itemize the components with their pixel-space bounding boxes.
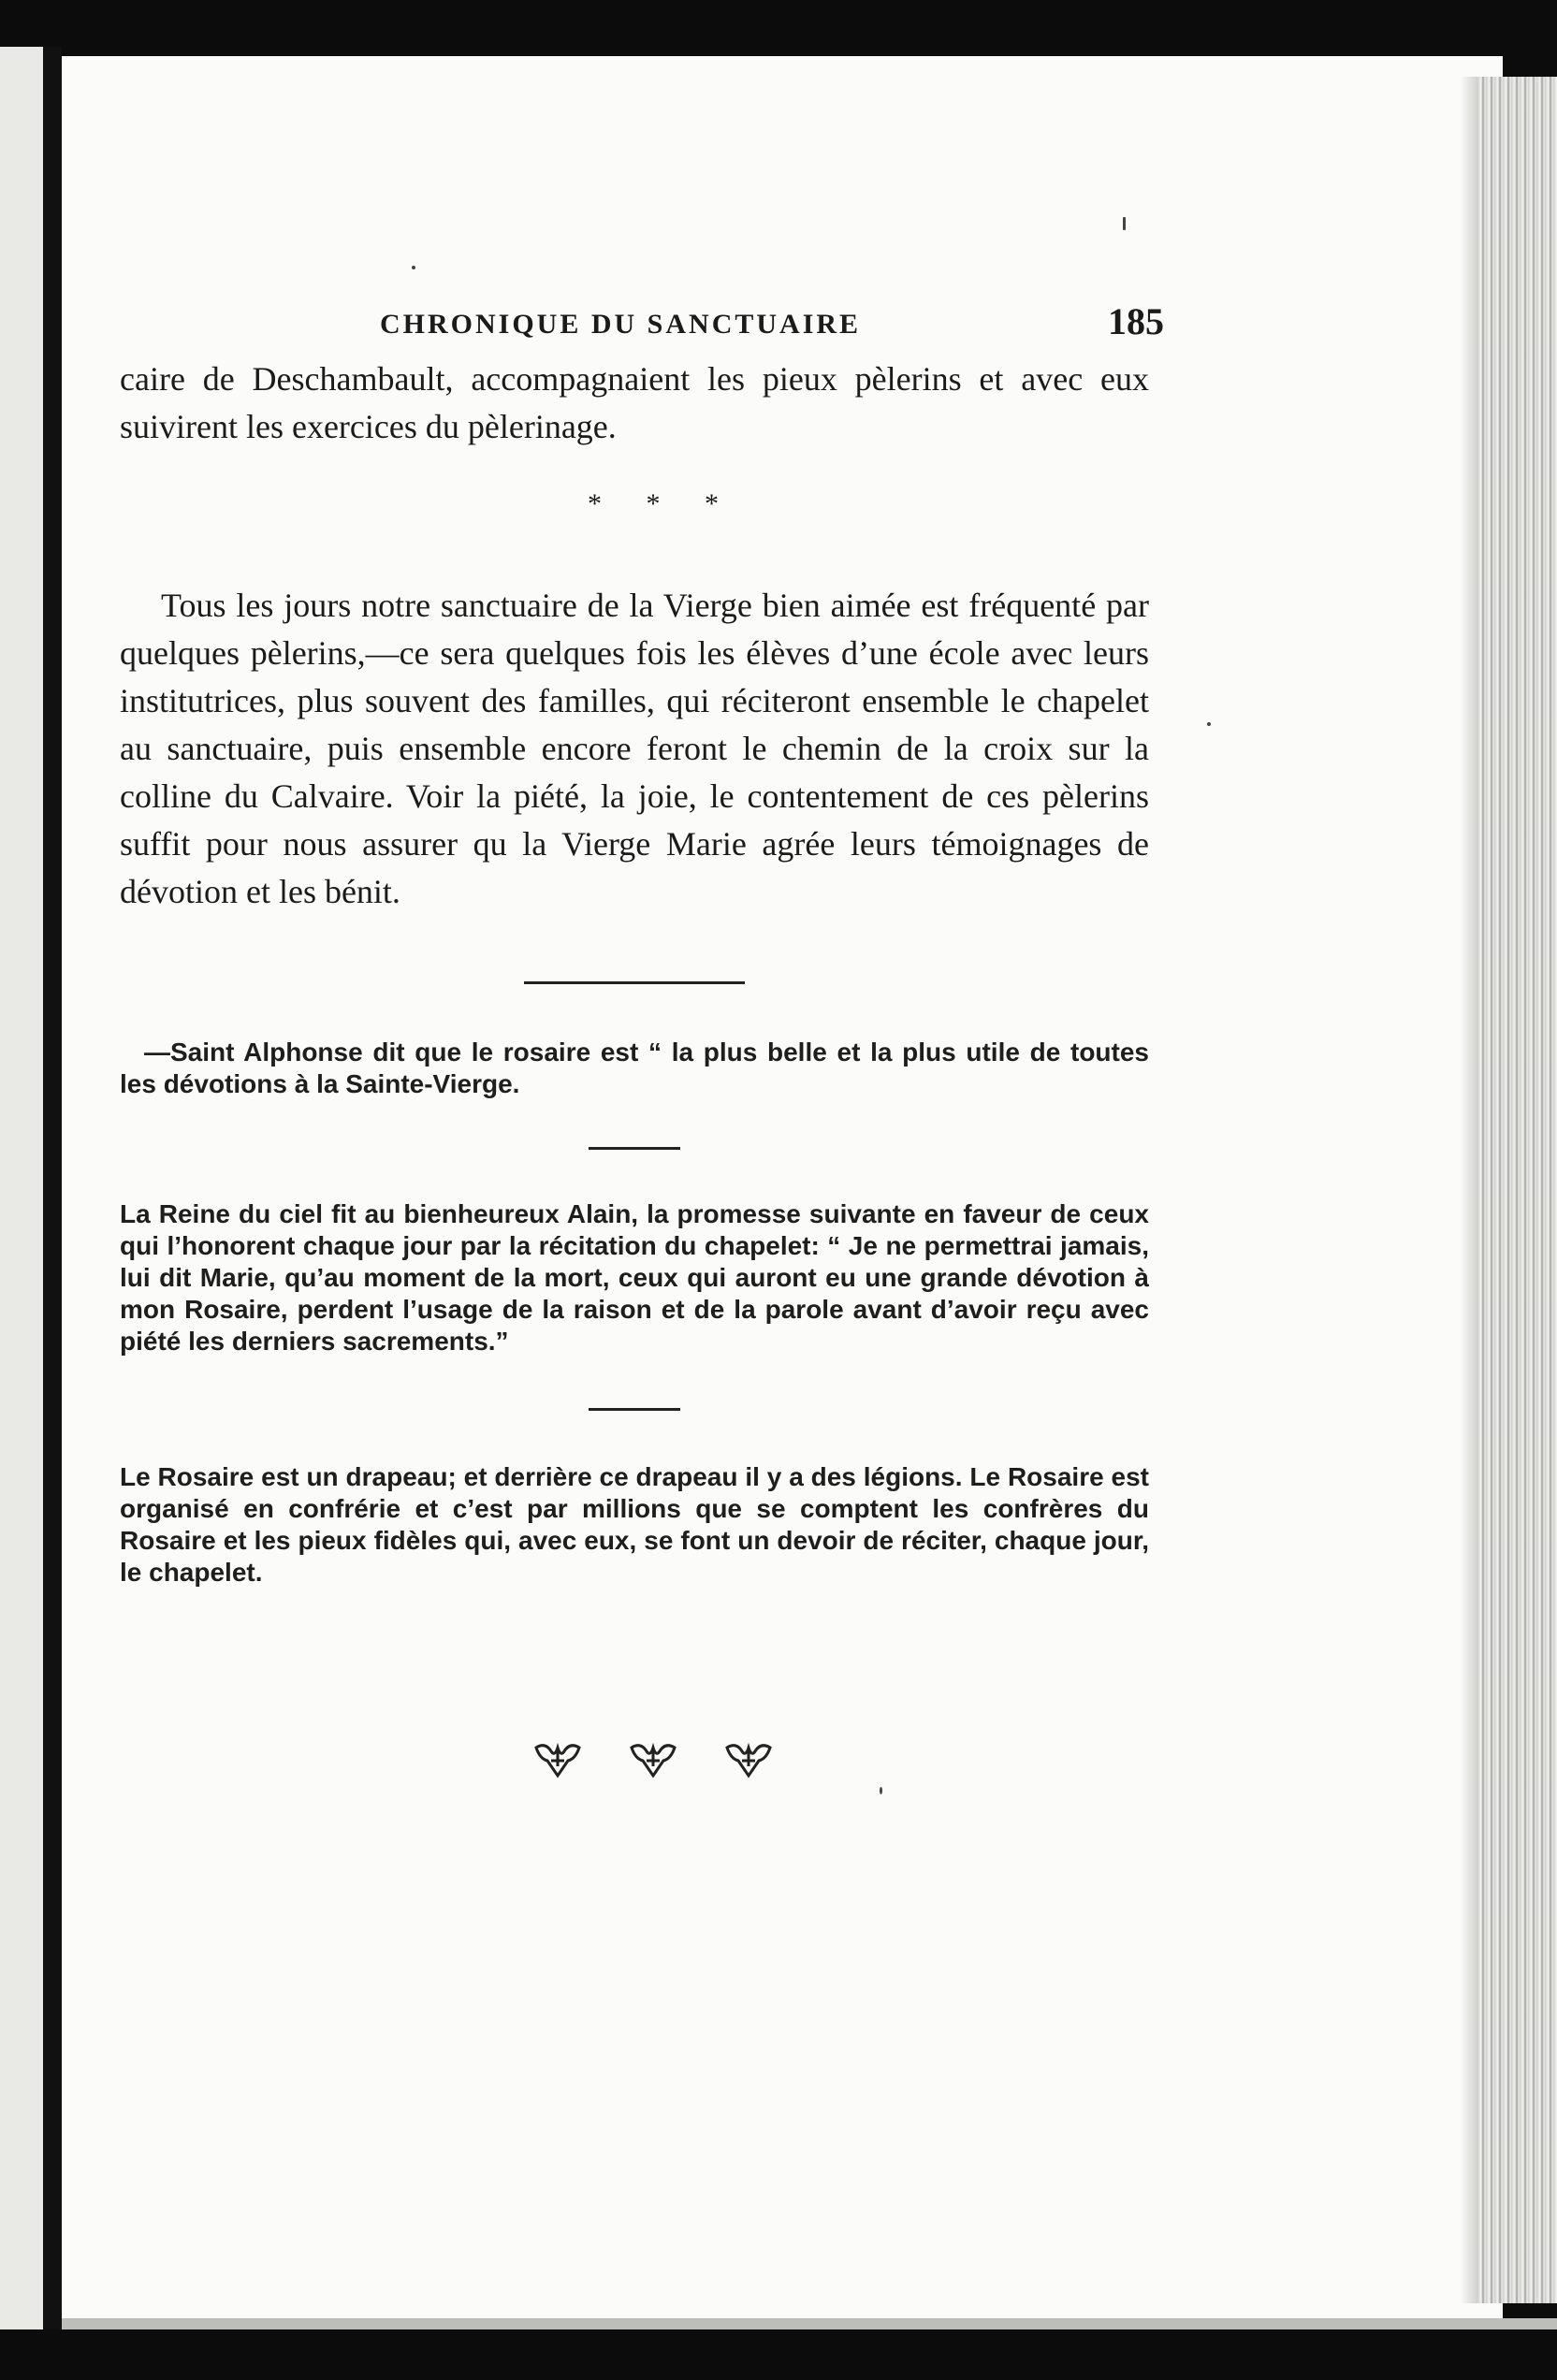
section-rule [589, 1408, 680, 1411]
running-title: CHRONIQUE DU SANCTUAIRE [380, 309, 862, 340]
page-number: 185 [1108, 300, 1164, 342]
section-rule [524, 981, 745, 984]
paragraph-pilgrims: Tous les jours notre sanctuaire de la Vierge bien aimée est fréquenté par quelques pèlerins,—ce sera quelques fois les élèves d’une école avec leurs institutrices, plus souvent des familles, qui réciteront ensemble le chapelet au sanctuaire, puis ensemble encore feront le chemin de la croix sur la colline du Calvaire. Voir la piété, la joie, le contentement de ces pèlerins suffit pour nous assurer qu la Vierge Marie agrée leurs témoignages de dévotion et les bénit. [120, 587, 1149, 910]
page-stack-edge [1478, 77, 1557, 2303]
asterism-separator: * * * [588, 488, 737, 519]
note-promesse: La Reine du ciel fit au bienheureux Alain, la promesse suivante en faveur de ceux qui l’honorent chaque jour par la récitation du chapelet: “ Je ne permettrai jamais, lui dit Marie, qu’au moment de la mort, ceux qui auront eu une grande dévotion à mon Rosaire, perdent l’usage de la raison et de la parole avant d’avoir reçu avec piété les derniers sacrements.” [120, 1199, 1149, 1356]
fleuron-icon [628, 1738, 678, 1779]
scan-speck [1123, 217, 1126, 230]
fleuron-row [120, 1738, 1149, 1784]
scan-speck [1207, 722, 1211, 726]
running-head [120, 299, 1164, 356]
paragraph-continuation: caire de Deschambault, accompagnaient les pieux pèlerins et avec eux suivirent les exercices du pèlerinage. [120, 360, 1149, 445]
page-content [120, 299, 1164, 1784]
note-drapeau: Le Rosaire est un drapeau; et derrière ce drapeau il y a des légions. Le Rosaire est organisé en confrérie et c’est par millions que se comptent les confrères du Rosaire et les pieux fidèles qui, avec eux, se font un devoir de réciter, chaque jour, le chapelet. [120, 1462, 1149, 1587]
scan-speck [880, 1787, 882, 1794]
fleuron-icon [723, 1738, 774, 1779]
scan-speck [412, 266, 415, 269]
fleuron-icon [532, 1738, 583, 1779]
note-saint-alphonse: —Saint Alphonse dit que le rosaire est “ la plus belle et la plus utile de toutes les dévotions à la Sainte-Vierge. [120, 1038, 1149, 1098]
page-bottom-edge [62, 2318, 1557, 2329]
gutter-shadow [43, 47, 62, 2329]
left-page-edge [0, 47, 43, 2329]
section-rule [589, 1147, 680, 1150]
